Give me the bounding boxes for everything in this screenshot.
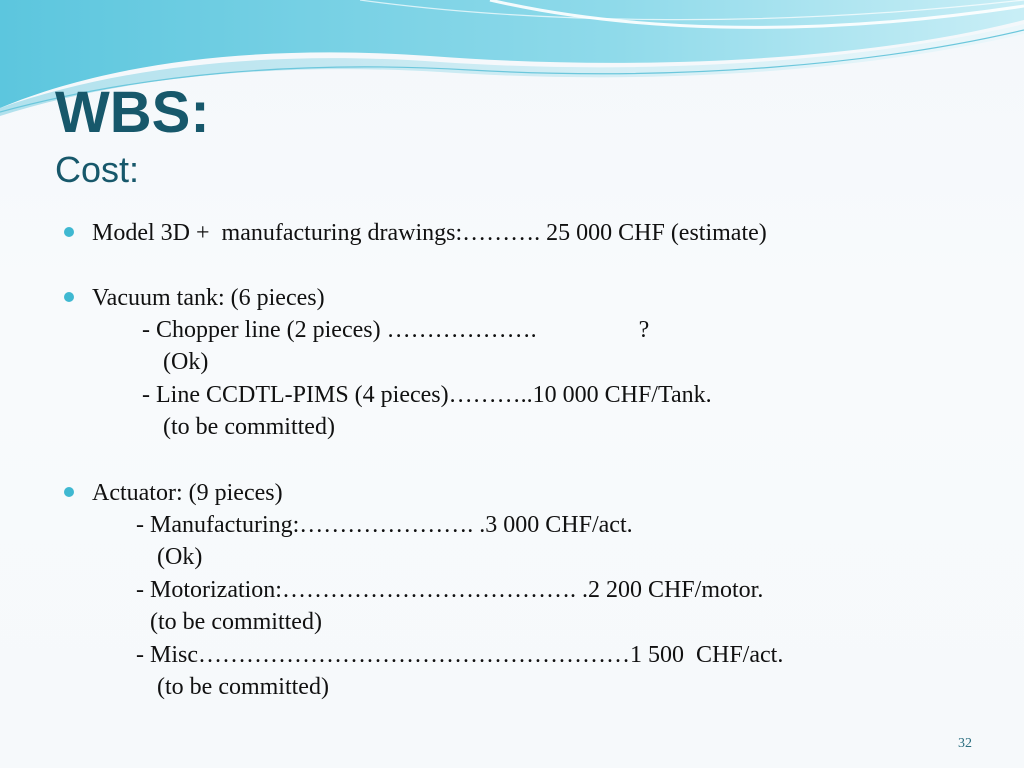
sub-item-status: (to be committed): [163, 414, 335, 440]
bullet-dot-icon: [64, 292, 74, 302]
bullet-text: Vacuum tank: (6 pieces): [92, 285, 325, 311]
page-number: 32: [958, 736, 972, 751]
title-block: [55, 78, 210, 192]
slide-subtitle: Cost:: [55, 149, 140, 190]
slide-title: WBS:: [55, 80, 210, 145]
bullet-dot-icon: [64, 487, 74, 497]
sub-item-status: (Ok): [163, 349, 209, 375]
sub-item-line: - Motorization:………………………………. .2 200 CHF/motor.: [136, 577, 764, 603]
sub-item-status: (to be committed): [157, 674, 329, 700]
sub-item-status: (Ok): [157, 544, 203, 570]
sub-item-status: (to be committed): [150, 609, 322, 635]
bullet-dot-icon: [64, 227, 74, 237]
sub-item-line: - Line CCDTL-PIMS (4 pieces)………..10 000 CHF/Tank.: [142, 382, 712, 408]
sub-item-line: - Misc………………………………………………1 500 CHF/act.: [136, 642, 784, 668]
bullet-text: Model 3D + manufacturing drawings:………. 25 000 CHF (estimate): [92, 220, 767, 246]
sub-item-line: - Manufacturing:…………………. .3 000 CHF/act.: [136, 512, 633, 538]
bullet-text: Actuator: (9 pieces): [92, 480, 283, 506]
sub-item-line: - Chopper line (2 pieces) ………………. ?: [142, 317, 650, 343]
